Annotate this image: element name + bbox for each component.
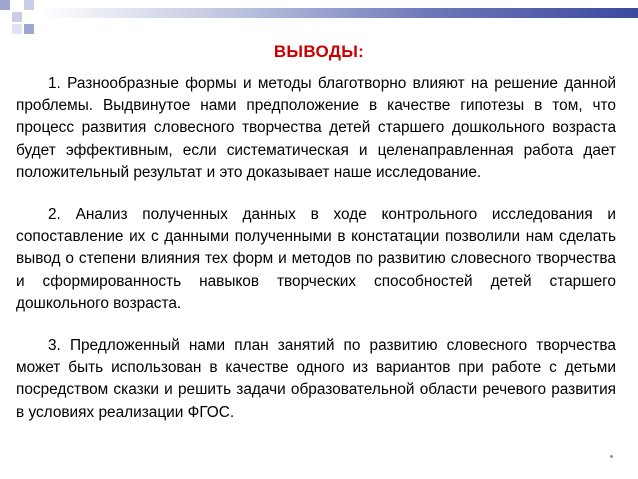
decor-square	[0, 0, 10, 10]
conclusion-paragraph-1: 1. Разнообразные формы и методы благотворно влияют на решение данной проблемы. Выдвинутое нами предположение в качестве гипотезы в том, что процесс развития словесного творчества детей старшего дошкольного возраста будет эффективным, если систематическая и целенаправленная работа дает положительный результат и это доказывает наше исследование.	[16, 75, 616, 181]
slide-title: ВЫВОДЫ:	[273, 42, 365, 61]
conclusion-paragraph-3: 3. Предложенный нами план занятий по развитию словесного творчества может быть использован в качестве одного из вариантов при работе с детьми посредством сказки и решить задачи образовательной области речевого развития в условиях реализации ФГОС.	[16, 337, 616, 421]
decor-square	[12, 12, 22, 22]
header-gradient-bar	[40, 8, 638, 18]
slide-content	[16, 73, 616, 424]
conclusion-paragraph-2: 2. Анализ полученных данных в ходе контрольного исследования и сопоставление их с данными полученными в констатации позволили нам сделать вывод о степени влияния тех форм и методов по развитию словесного творчества и сформированность навыков творческих способностей детей старшего дошкольного возраста.	[16, 206, 616, 312]
decor-square	[24, 24, 34, 34]
slide-corner-dot	[610, 455, 613, 458]
header-decoration	[0, 0, 638, 32]
decor-square	[12, 24, 22, 34]
decor-square	[24, 0, 34, 10]
